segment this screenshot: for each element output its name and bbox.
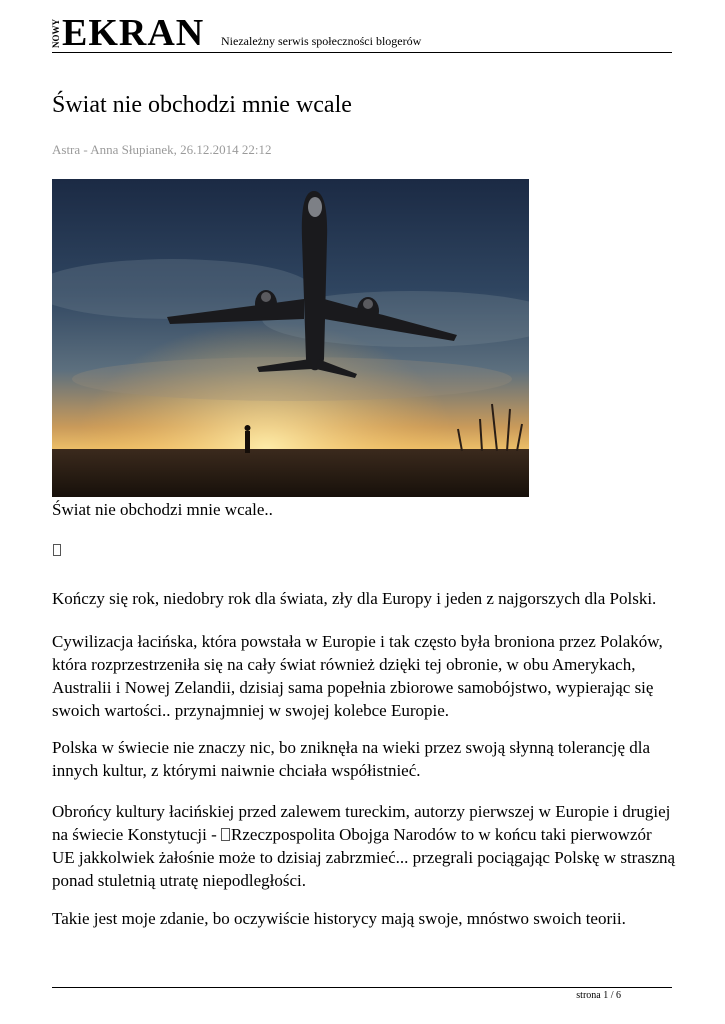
- airplane-sunset-illustration: [52, 179, 529, 497]
- paragraph-4-part-2: Rzeczpospolita Obojga Narodów to w końcu taki pierwowzór UE jakkolwiek żałośnie może to dzisiaj zabrzmieć... przegrali pociągając Polskę w straszną ponad stuletnią utratę niepodległości.: [52, 825, 676, 890]
- missing-glyph-box: [53, 544, 61, 556]
- site-header: [52, 14, 672, 53]
- page-number: strona 1 / 6: [576, 990, 621, 1001]
- image-caption: Świat nie obchodzi mnie wcale..: [52, 500, 273, 519]
- article-hero-image: [52, 179, 529, 497]
- missing-glyph-box: [221, 828, 230, 841]
- article-title: Świat nie obchodzi mnie wcale: [52, 92, 352, 118]
- logo-main-text: EKRAN: [62, 12, 205, 54]
- article-paragraph-4: [52, 800, 677, 892]
- footer-divider: [52, 987, 672, 988]
- article-paragraph-3: Polska w świecie nie znaczy nic, bo zniknęła na wieki przez swoją słynną tolerancję dla innych kultur, z którymi naiwnie chciała współistnieć.: [52, 738, 651, 780]
- article-paragraph-2: Cywilizacja łacińska, która powstała w Europie i tak często była broniona przez Polaków, która rozprzestrzeniła się na cały świat również dzięki tej obronie, w obu Amerykach, Australii i Nowej Zelandii, dzisiaj sama popełnia zbiorowe samobójstwo, wypierając się swoich wartości.. przynajmniej w swojej kolebce Europie.: [52, 632, 663, 720]
- article-paragraph-5: Takie jest moje zdanie, bo oczywiście historycy mają swoje, mnóstwo swoich teorii.: [52, 909, 626, 928]
- site-logo[interactable]: [51, 12, 205, 54]
- article-paragraph-1: Kończy się rok, niedobry rok dla świata, zły dla Europy i jeden z najgorszych dla Polski.: [52, 589, 657, 608]
- logo-small-text: NOWY: [51, 19, 61, 48]
- article-byline: Astra - Anna Słupianek, 26.12.2014 22:12: [52, 142, 272, 157]
- paragraph-4-part-1: Obrońcy kultury łacińskiej przed zalewem tureckim, autorzy pierwszej w Europie i drugiej na świecie Konstytucji -: [52, 802, 671, 844]
- site-tagline: Niezależny serwis społeczności blogerów: [221, 34, 422, 48]
